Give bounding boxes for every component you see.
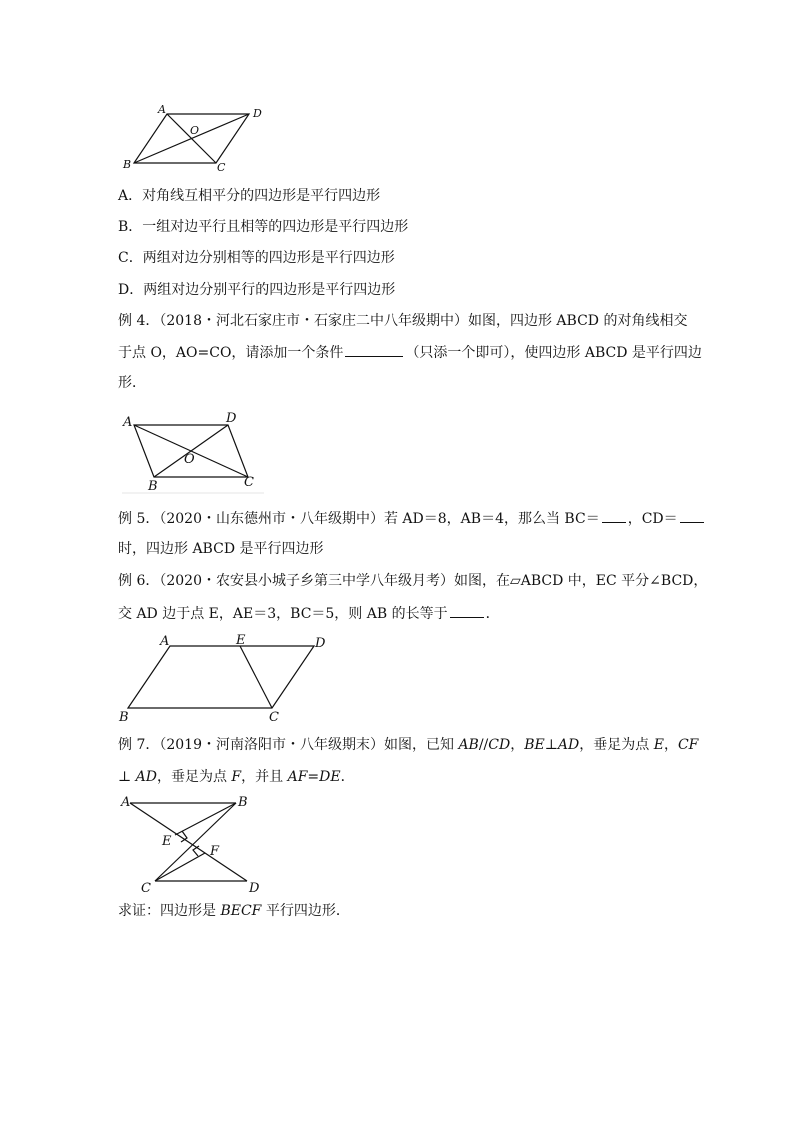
proof-math-becf: BECF [220,903,262,919]
option-d: D．两组对边分别平行的四边形是平行四边形 [118,282,396,298]
ex4-line3: 形． [118,375,146,391]
ex7-comma-1: ， [510,737,525,753]
ex6-label-e: E [236,633,246,648]
ex7-math-f: F [231,769,242,785]
ex7-math-be: BE [524,737,545,753]
ex7-line2 [118,767,355,787]
figure-ex7 [115,792,275,896]
ex7-perp-1: ⊥ [544,737,558,753]
ex7-math-de: DE [319,769,341,785]
option-b: B．一组对边平行且相等的四边形是平行四边形 [118,219,409,235]
ex4-label-d: D [226,411,237,426]
ex6-line2 [118,603,500,624]
ex6-line2-post: ． [485,606,500,622]
ex7-math-af: AF [287,769,308,785]
ex4-label-b: B [148,479,158,494]
ex5-line1-pre: 例 5．（2020・山东德州市・八年级期中）若 AD＝8，AB＝4，那么当 BC＝ [118,511,600,527]
ex5-line1 [118,508,706,529]
figure-parallelogram-ex4 [118,405,268,495]
ex6-label-c: C [269,710,279,724]
vertex-label-b: B [123,158,132,171]
ex4-line2 [118,342,702,363]
ex7-label-a: A [121,795,131,810]
ex7-eq: = [307,769,320,785]
ex7-text-foot-1: ，垂足为点 [579,737,654,753]
ex5-bc-blank[interactable] [602,508,626,523]
figure-parallelogram-ex6 [115,632,335,724]
option-a: A．对角线互相平分的四边形是平行四边形 [118,188,381,204]
ex5-line2: 时，四边形 ABCD 是平行四边形 [118,541,324,557]
vertex-label-a: A [158,103,166,116]
ex7-math-e: E [653,737,664,753]
ex4-line1: 例 4．（2018・河北石家庄市・石家庄二中八年级期中）如图，四边形 ABCD 的对角线相交 [118,313,688,329]
ex4-line2-pre: 于点 O，AO=CO，请添加一个条件 [118,345,344,361]
ex4-line2-post: （只添一个即可），使四边形 ABCD 是平行四边 [405,345,702,361]
ex6-label-d: D [315,636,326,651]
ex7-label-b: B [238,795,248,810]
ex7-text-and: ，并且 [241,769,288,785]
option-c: C．两组对边分别相等的四边形是平行四边形 [118,250,395,266]
ex7-line1-pre: 例 7．（2019・河南洛阳市・八年级期末）如图，已知 [118,737,459,753]
ex7-math-ad-2: AD [135,769,157,785]
ex7-parallel: // [478,737,489,753]
ex6-label-a: A [160,634,170,649]
ex4-label-c: C [244,475,254,490]
ex6-answer-blank[interactable] [450,603,484,618]
proof-statement [118,901,350,921]
ex7-math-cf: CF [677,737,699,753]
ex7-label-e: E [162,834,172,849]
ex5-line1-mid: ，CD＝ [627,511,678,527]
ex7-math-cd: CD [488,737,511,753]
vertex-label-d: D [253,107,262,120]
ex7-math-ad: AD [557,737,580,753]
ex6-label-b: B [119,710,129,724]
ex6-line2-pre: 交 AD 边于点 E，AE＝3，BC＝5，则 AB 的长等于 [118,606,448,622]
vertex-label-c: C [217,161,226,174]
ex4-label-o: O [184,452,195,467]
vertex-label-o: O [190,124,200,137]
ex7-line1 [118,735,698,755]
ex4-label-a: A [123,415,133,430]
ex4-answer-blank[interactable] [345,342,403,357]
ex7-comma-2: ， [663,737,678,753]
ex7-label-c: C [141,881,151,896]
ex7-period: ． [340,769,355,785]
proof-post: 平行四边形． [261,903,350,919]
ex7-label-f: F [210,844,220,859]
ex7-label-d: D [249,881,260,896]
figure-parallelogram-1 [118,100,278,176]
ex7-perp-2: ⊥ [118,769,132,785]
ex7-text-foot-2: ，垂足为点 [156,769,232,785]
ex6-line1: 例 6．（2020・农安县小城子乡第三中学八年级月考）如图，在▱ABCD 中，EC 平分∠BCD， [118,573,708,589]
proof-pre: 求证：四边形是 [118,903,221,919]
ex5-cd-blank[interactable] [680,508,704,523]
ex7-math-ab: AB [458,737,479,753]
